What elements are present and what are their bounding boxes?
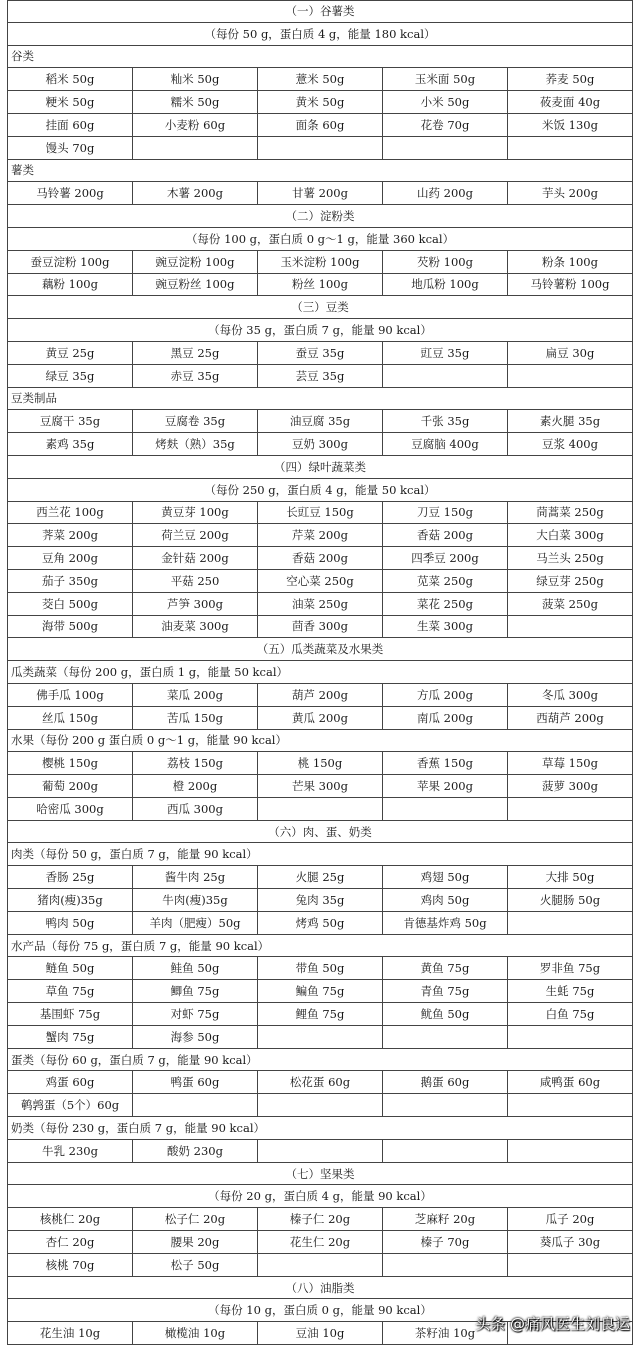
table-cell: 葵瓜子 30g [539, 1234, 601, 1249]
table-row [7, 684, 633, 707]
table-row [7, 707, 633, 730]
table-cell: 荞麦 50g [545, 72, 595, 87]
subcategory-label: 豆类制品 [11, 391, 57, 406]
table-cell: 荷兰豆 200g [133, 524, 258, 546]
table-cell [383, 798, 508, 820]
table-row [7, 798, 633, 821]
table-cell: 荠菜 200g [8, 524, 133, 546]
table-cell [258, 1094, 383, 1116]
table-cell: 藕粉 100g [8, 274, 133, 296]
table-cell: 佛手瓜 100g [8, 684, 133, 706]
table-cell: 米饭 130g [542, 117, 598, 132]
table-row [7, 524, 633, 547]
table-cell: 西葫芦 200g [536, 710, 604, 725]
table-cell: 素火腿 35g [539, 414, 601, 429]
table-cell: 鸡蛋 60g [8, 1071, 133, 1093]
table-cell: 西兰花 100g [8, 502, 133, 524]
table-row [7, 251, 633, 274]
table-cell [258, 137, 383, 159]
subcategory-label: 肉类（每份 50 g，蛋白质 7 g，能量 90 kcal） [11, 847, 258, 862]
table-cell: 鳊鱼 75g [258, 980, 383, 1002]
table-row [7, 570, 633, 593]
section-header-row [7, 1163, 633, 1186]
section-title: （每份 250 g，蛋白质 4 g，能量 50 kcal） [204, 482, 436, 497]
table-cell: 马铃薯 200g [8, 182, 133, 204]
section-title: （七）坚果类 [285, 1166, 355, 1181]
subcategory-row [7, 1049, 633, 1072]
section-title: （八）油脂类 [285, 1280, 355, 1295]
table-row [7, 91, 633, 114]
subcategory-label: 蛋类（每份 60 g，蛋白质 7 g，能量 90 kcal） [11, 1052, 258, 1067]
table-cell [133, 1094, 258, 1116]
subcategory-row [7, 46, 633, 69]
table-row [7, 889, 633, 912]
table-cell: 草莓 150g [542, 756, 598, 771]
table-cell: 罗非鱼 75g [539, 961, 601, 976]
table-row [7, 1026, 633, 1049]
table-cell: 豆腐卷 35g [133, 410, 258, 432]
section-header-row [7, 228, 633, 251]
section-header-row [7, 319, 633, 342]
table-cell: 挂面 60g [8, 114, 133, 136]
table-cell [133, 137, 258, 159]
subcategory-label: 水产品（每份 75 g，蛋白质 7 g，能量 90 kcal） [11, 938, 270, 953]
table-cell: 平菇 250 [133, 570, 258, 592]
table-cell: 小米 50g [383, 91, 508, 113]
subcategory-row [7, 160, 633, 183]
table-cell: 长豇豆 150g [258, 502, 383, 524]
table-cell: 酱牛肉 25g [133, 866, 258, 888]
table-cell: 海参 50g [133, 1026, 258, 1048]
table-cell: 基围虾 75g [8, 1003, 133, 1025]
section-title: （每份 10 g，蛋白质 0 g，能量 90 kcal） [208, 1303, 432, 1318]
table-cell [508, 616, 632, 638]
table-cell: 烤鸡 50g [258, 912, 383, 934]
table-cell: 瓜子 20g [545, 1212, 595, 1227]
table-cell [383, 1254, 508, 1276]
table-cell: 芡粉 100g [383, 251, 508, 273]
table-cell: 豆油 10g [258, 1322, 383, 1344]
table-cell: 生菜 300g [383, 616, 508, 638]
table-cell [508, 912, 632, 934]
table-row [7, 1322, 633, 1345]
table-cell: 葫芦 200g [258, 684, 383, 706]
table-cell: 茄子 350g [8, 570, 133, 592]
table-row [7, 502, 633, 525]
table-cell: 松花蛋 60g [258, 1071, 383, 1093]
section-header-row [7, 1185, 633, 1208]
table-cell: 茴香 300g [258, 616, 383, 638]
table-cell: 火腿肠 50g [539, 892, 601, 907]
table-cell: 菜花 250g [383, 593, 508, 615]
table-cell: 南瓜 200g [383, 707, 508, 729]
table-cell: 千张 35g [383, 410, 508, 432]
table-row [7, 752, 633, 775]
table-cell: 蚕豆淀粉 100g [8, 251, 133, 273]
section-title: （六）肉、蛋、奶类 [268, 824, 372, 839]
table-cell: 面条 60g [258, 114, 383, 136]
table-cell: 茭白 500g [8, 593, 133, 615]
table-row [7, 866, 633, 889]
table-row [7, 114, 633, 137]
table-cell: 牛肉(瘦)35g [133, 889, 258, 911]
table-cell: 刀豆 150g [383, 502, 508, 524]
section-header-row [7, 296, 633, 319]
table-cell: 鲫鱼 75g [133, 980, 258, 1002]
table-cell: 马铃薯粉 100g [530, 277, 610, 292]
table-cell: 菠萝 300g [542, 778, 598, 793]
table-cell: 香菇 200g [383, 524, 508, 546]
table-cell: 糯米 50g [133, 91, 258, 113]
subcategory-row [7, 935, 633, 958]
food-exchange-table [7, 0, 633, 1345]
table-row [7, 433, 633, 456]
table-cell: 松子 50g [133, 1254, 258, 1276]
table-cell: 玉米淀粉 100g [258, 251, 383, 273]
table-cell: 哈密瓜 300g [8, 798, 133, 820]
table-cell: 苦瓜 150g [133, 707, 258, 729]
table-cell: 兔肉 35g [258, 889, 383, 911]
table-cell: 芸豆 35g [258, 365, 383, 387]
table-cell: 油麦菜 300g [133, 616, 258, 638]
table-cell [258, 798, 383, 820]
table-cell: 香蕉 150g [383, 752, 508, 774]
table-row [7, 912, 633, 935]
table-cell: 草鱼 75g [8, 980, 133, 1002]
section-title: （一）谷薯类 [285, 4, 355, 19]
table-cell: 素鸡 35g [8, 433, 133, 455]
table-row [7, 1254, 633, 1277]
table-cell: 橙 200g [133, 775, 258, 797]
table-cell [258, 1140, 383, 1162]
section-title: （三）豆类 [291, 300, 349, 315]
table-cell: 芋头 200g [542, 186, 598, 201]
section-title: （每份 100 g，蛋白质 0 g～1 g，能量 360 kcal） [185, 231, 455, 246]
table-cell: 荔枝 150g [133, 752, 258, 774]
table-cell: 葡萄 200g [8, 775, 133, 797]
table-cell: 黄豆芽 100g [133, 502, 258, 524]
table-cell: 牛乳 230g [8, 1140, 133, 1162]
table-cell: 鸭蛋 60g [133, 1071, 258, 1093]
table-cell: 榛子 70g [383, 1231, 508, 1253]
table-cell: 四季豆 200g [383, 547, 508, 569]
section-header-row [7, 1277, 633, 1300]
table-cell: 鸡翅 50g [383, 866, 508, 888]
table-cell: 火腿 25g [258, 866, 383, 888]
table-cell: 香肠 25g [8, 866, 133, 888]
section-title: （二）淀粉类 [285, 209, 355, 224]
section-header-row [7, 821, 633, 844]
table-cell: 马兰头 250g [536, 551, 604, 566]
table-cell: 木薯 200g [133, 182, 258, 204]
section-title: （五）瓜类蔬菜及水果类 [256, 642, 384, 657]
table-cell: 鲑鱼 50g [133, 957, 258, 979]
table-cell: 大排 50g [545, 870, 595, 885]
table-cell: 鸡肉 50g [383, 889, 508, 911]
subcategory-row [7, 730, 633, 753]
table-row [7, 1071, 633, 1094]
subcategory-label: 薯类 [11, 163, 34, 178]
table-cell: 鹌鹑蛋（5个）60g [8, 1094, 133, 1116]
table-cell: 酸奶 230g [133, 1140, 258, 1162]
table-cell: 芹菜 200g [258, 524, 383, 546]
table-cell: 烤麸（熟）35g [133, 433, 258, 455]
table-row [7, 547, 633, 570]
subcategory-label: 奶类（每份 230 g，蛋白质 7 g，能量 90 kcal） [11, 1120, 265, 1135]
table-cell: 豌豆淀粉 100g [133, 251, 258, 273]
table-cell: 菜瓜 200g [133, 684, 258, 706]
table-row [7, 616, 633, 639]
table-cell: 榛子仁 20g [258, 1208, 383, 1230]
table-cell: 稻米 50g [8, 68, 133, 90]
table-cell: 生蚝 75g [545, 984, 595, 999]
table-cell: 花生仁 20g [258, 1231, 383, 1253]
table-cell: 丝瓜 150g [8, 707, 133, 729]
table-cell [508, 798, 632, 820]
table-cell: 薏米 50g [258, 68, 383, 90]
subcategory-row [7, 1117, 633, 1140]
table-row [7, 1094, 633, 1117]
table-cell [383, 137, 508, 159]
table-cell [508, 1094, 632, 1116]
table-cell [258, 1254, 383, 1276]
table-cell: 粳米 50g [8, 91, 133, 113]
section-header-row [7, 638, 633, 661]
table-cell: 山药 200g [383, 182, 508, 204]
table-cell [508, 365, 632, 387]
table-cell: 豌豆粉丝 100g [133, 274, 258, 296]
table-cell: 猪肉(瘦)35g [8, 889, 133, 911]
table-row [7, 182, 633, 205]
table-cell: 花生油 10g [8, 1322, 133, 1344]
table-cell: 鲤鱼 75g [258, 1003, 383, 1025]
table-cell: 腰果 20g [133, 1231, 258, 1253]
table-cell: 海带 500g [8, 616, 133, 638]
table-cell: 橄榄油 10g [133, 1322, 258, 1344]
table-cell [383, 365, 508, 387]
table-cell: 带鱼 50g [258, 957, 383, 979]
table-cell: 桃 150g [258, 752, 383, 774]
table-cell: 核桃仁 20g [8, 1208, 133, 1230]
table-cell: 鲢鱼 50g [8, 957, 133, 979]
table-cell [383, 1026, 508, 1048]
table-cell: 粉条 100g [542, 254, 598, 269]
table-cell: 金针菇 200g [133, 547, 258, 569]
table-cell: 香菇 200g [258, 547, 383, 569]
table-cell: 绿豆 35g [8, 365, 133, 387]
section-title: （每份 50 g，蛋白质 4 g，能量 180 kcal） [204, 26, 436, 41]
subcategory-label: 谷类 [11, 49, 34, 64]
subcategory-row [7, 388, 633, 411]
table-row [7, 1003, 633, 1026]
table-cell [258, 1026, 383, 1048]
table-cell: 樱桃 150g [8, 752, 133, 774]
table-cell: 鱿鱼 50g [383, 1003, 508, 1025]
section-title: （每份 35 g，蛋白质 7 g，能量 90 kcal） [208, 323, 432, 338]
table-cell: 扁豆 30g [545, 345, 595, 360]
table-row [7, 1231, 633, 1254]
subcategory-row [7, 843, 633, 866]
section-header-row [7, 0, 633, 23]
table-cell [508, 1254, 632, 1276]
watermark: 头条 @痛风医生刘良运 [475, 1315, 630, 1333]
section-header-row [7, 205, 633, 228]
table-cell: 杏仁 20g [8, 1231, 133, 1253]
table-row [7, 980, 633, 1003]
table-cell: 豇豆 35g [383, 342, 508, 364]
table-cell: 苹果 200g [383, 775, 508, 797]
table-cell [383, 1094, 508, 1116]
table-cell [383, 1140, 508, 1162]
table-cell: 小麦粉 60g [133, 114, 258, 136]
table-cell: 芦笋 300g [133, 593, 258, 615]
table-cell: 芒果 300g [258, 775, 383, 797]
table-row [7, 410, 633, 433]
table-cell: 冬瓜 300g [542, 687, 598, 702]
table-row [7, 274, 633, 297]
table-row [7, 957, 633, 980]
table-cell: 莜麦面 40g [539, 95, 601, 110]
table-cell: 油豆腐 35g [258, 410, 383, 432]
table-cell: 黄豆 25g [8, 342, 133, 364]
table-cell: 豆奶 300g [258, 433, 383, 455]
table-row [7, 1208, 633, 1231]
section-header-row [7, 1299, 633, 1322]
table-cell: 松子仁 20g [133, 1208, 258, 1230]
table-cell: 肯德基炸鸡 50g [383, 912, 508, 934]
table-cell: 豆腐干 35g [8, 410, 133, 432]
table-cell: 茼蒿菜 250g [536, 505, 604, 520]
table-cell: 方瓜 200g [383, 684, 508, 706]
table-cell: 菠菜 250g [542, 596, 598, 611]
section-header-row [7, 479, 633, 502]
table-cell: 黄鱼 75g [383, 957, 508, 979]
table-cell: 苋菜 250g [383, 570, 508, 592]
table-cell [508, 1322, 632, 1344]
table-cell: 芝麻籽 20g [383, 1208, 508, 1230]
table-row [7, 775, 633, 798]
subcategory-row [7, 661, 633, 684]
table-cell: 对虾 75g [133, 1003, 258, 1025]
table-cell: 玉米面 50g [383, 68, 508, 90]
table-row [7, 137, 633, 160]
table-row [7, 342, 633, 365]
table-cell: 茶籽油 10g [383, 1322, 508, 1344]
table-cell: 粉丝 100g [258, 274, 383, 296]
table-cell: 大白菜 300g [536, 528, 604, 543]
table-cell: 羊肉（肥瘦）50g [133, 912, 258, 934]
section-title: （四）绿叶蔬菜类 [274, 459, 366, 474]
subcategory-label: 瓜类蔬菜（每份 200 g，蛋白质 1 g，能量 50 kcal） [11, 665, 288, 679]
table-row [7, 68, 633, 91]
table-cell: 地瓜粉 100g [383, 274, 508, 296]
section-header-row [7, 456, 633, 479]
table-cell: 西瓜 300g [133, 798, 258, 820]
table-cell: 青鱼 75g [383, 980, 508, 1002]
section-title: （每份 20 g，蛋白质 4 g，能量 90 kcal） [208, 1189, 432, 1204]
table-cell [508, 1140, 632, 1162]
section-header-row [7, 23, 633, 46]
table-row [7, 365, 633, 388]
subcategory-label: 水果（每份 200 g 蛋白质 0 g～1 g，能量 90 kcal） [11, 733, 287, 748]
table-cell: 鹅蛋 60g [383, 1071, 508, 1093]
table-cell: 赤豆 35g [133, 365, 258, 387]
table-cell: 豆腐脑 400g [383, 433, 508, 455]
table-cell: 花卷 70g [383, 114, 508, 136]
table-cell [508, 1026, 632, 1048]
table-cell: 甘薯 200g [258, 182, 383, 204]
table-cell: 油菜 250g [258, 593, 383, 615]
table-cell: 馒头 70g [8, 137, 133, 159]
table-cell: 蚕豆 35g [258, 342, 383, 364]
table-cell [508, 137, 632, 159]
table-cell: 鸭肉 50g [8, 912, 133, 934]
table-cell: 白鱼 75g [545, 1006, 595, 1021]
table-cell: 咸鸭蛋 60g [539, 1075, 601, 1090]
table-cell: 黑豆 25g [133, 342, 258, 364]
table-row [7, 593, 633, 616]
table-cell: 黄米 50g [258, 91, 383, 113]
table-cell: 籼米 50g [133, 68, 258, 90]
table-cell: 绿豆芽 250g [536, 573, 604, 588]
table-cell: 空心菜 250g [258, 570, 383, 592]
table-cell: 豆浆 400g [542, 437, 598, 452]
table-cell: 核桃 70g [8, 1254, 133, 1276]
table-cell: 蟹肉 75g [8, 1026, 133, 1048]
table-cell: 豆角 200g [8, 547, 133, 569]
table-row [7, 1140, 633, 1163]
table-cell: 黄瓜 200g [258, 707, 383, 729]
